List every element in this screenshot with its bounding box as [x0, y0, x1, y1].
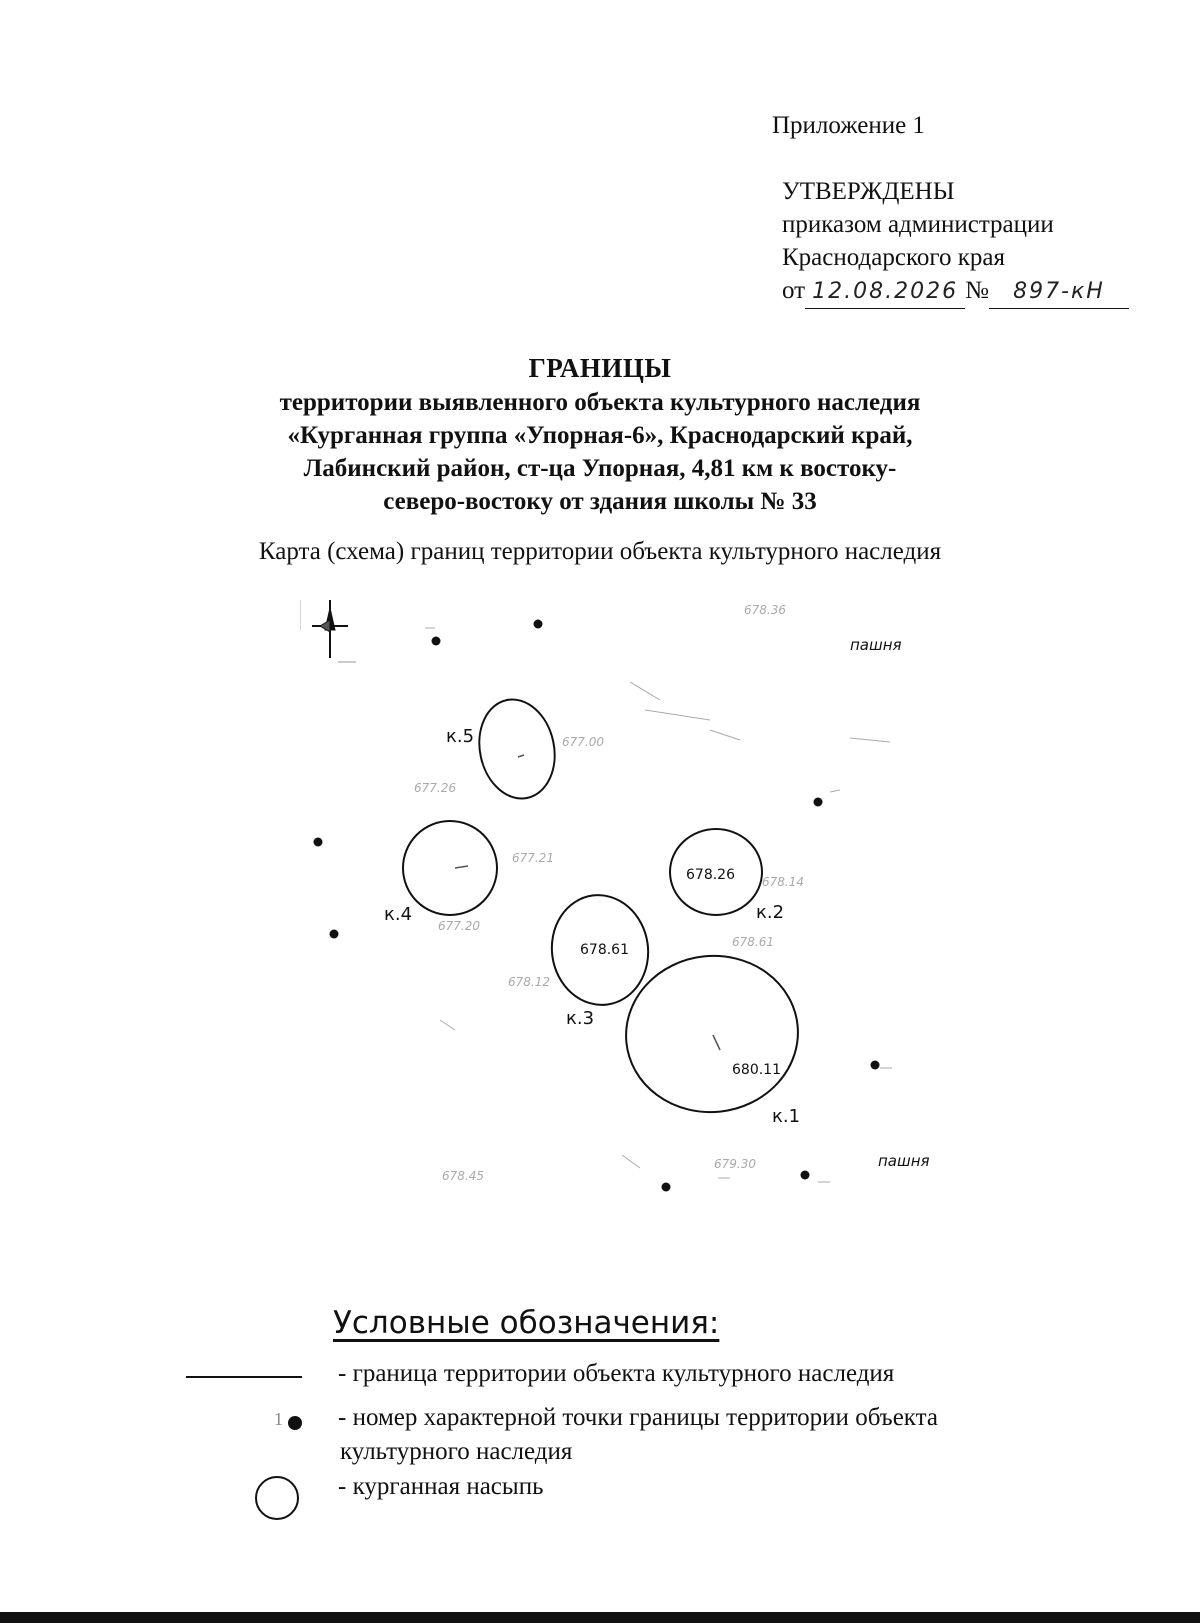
- number-prefix: №: [965, 277, 989, 304]
- legend-point-text-1: - номер характерной точки границы территории объекта: [338, 1404, 938, 1431]
- field-label-bottom: пашня: [878, 1152, 930, 1170]
- faint-elevation: 678.12: [508, 975, 550, 989]
- faint-elevation: 677.21: [512, 851, 554, 865]
- scan-edge-bar: [0, 1612, 1200, 1623]
- mound-2-elevation: 678.26: [686, 867, 735, 883]
- document-title: [0, 350, 1200, 518]
- mound-2-label: к.2: [756, 902, 785, 923]
- map-caption: Карта (схема) границ территории объекта культурного наследия: [258, 538, 942, 565]
- faint-elevation: 677.20: [438, 919, 480, 933]
- approval-block: [782, 175, 1129, 310]
- legend-title: Условные обозначения:: [333, 1305, 720, 1341]
- field-label-top: пашня: [850, 636, 902, 654]
- boundary-map: [300, 600, 1000, 1250]
- title-line-3: Лабинский район, ст-ца Упорная, 4,81 км к востоку-: [303, 455, 897, 482]
- boundary-point: [801, 1171, 810, 1180]
- faint-elevation: 677.26: [414, 781, 456, 795]
- date-number-line: [782, 274, 1129, 310]
- mound-4-outline: [403, 821, 497, 915]
- boundary-point: [534, 620, 543, 629]
- faint-elevation: 678.14: [762, 875, 804, 889]
- boundary-point: [814, 798, 823, 807]
- mound-4-label: к.4: [384, 904, 413, 925]
- mound-1-outline: [618, 947, 805, 1120]
- mound-5-label: к.5: [446, 726, 475, 747]
- faint-elevation: 678.45: [442, 1169, 484, 1183]
- scan-noise: [425, 600, 892, 1182]
- faint-elevation: 677.00: [562, 735, 604, 749]
- mound-1-elevation: 680.11: [732, 1062, 781, 1078]
- mound-centers: [455, 755, 720, 1050]
- mound-1-label: к.1: [772, 1106, 801, 1127]
- faint-elevation: 678.36: [744, 603, 786, 617]
- title-line-2: «Курганная группа «Упорная-6», Краснодарский край,: [287, 422, 913, 449]
- approved-line-1: приказом администрации: [782, 211, 1054, 238]
- legend-point-text-2: культурного наследия: [340, 1438, 573, 1465]
- faint-elevation: 678.61: [732, 935, 774, 949]
- legend-mound-text: - курганная насыпь: [338, 1473, 544, 1500]
- faint-elevation: 679.30: [714, 1157, 756, 1171]
- north-arrow-icon: [300, 600, 356, 662]
- legend-boundary-text: - граница территории объекта культурного наследия: [338, 1360, 895, 1387]
- legend-point-number: 1: [274, 1409, 283, 1429]
- title-line-1: территории выявленного объекта культурного наследия: [279, 389, 921, 416]
- title-line-4: северо-востоку от здания школы № 33: [383, 488, 817, 515]
- mound-symbol-icon: [255, 1476, 299, 1520]
- map-canvas: [300, 600, 1000, 1250]
- date-prefix: от: [782, 277, 806, 304]
- mound-3-label: к.3: [566, 1008, 595, 1029]
- boundary-point: [314, 838, 323, 847]
- boundary-point: [871, 1061, 880, 1070]
- appendix-label: Приложение 1: [772, 112, 925, 139]
- boundary-line-symbol: [186, 1376, 302, 1378]
- point-symbol-icon: [288, 1416, 302, 1430]
- mound-5-outline: [470, 692, 563, 805]
- mound-outlines: [403, 692, 806, 1120]
- title-heading: ГРАНИЦЫ: [528, 353, 672, 383]
- boundary-point: [432, 637, 441, 646]
- boundary-point: [662, 1183, 671, 1192]
- handwritten-date: 12.08.2026: [805, 275, 965, 309]
- handwritten-number: 897-кН: [989, 275, 1129, 309]
- approved-title: УТВЕРЖДЕНЫ: [782, 178, 955, 205]
- approved-line-2: Краснодарского края: [782, 244, 1005, 271]
- boundary-point: [330, 930, 339, 939]
- mound-3-elevation: 678.61: [580, 942, 629, 958]
